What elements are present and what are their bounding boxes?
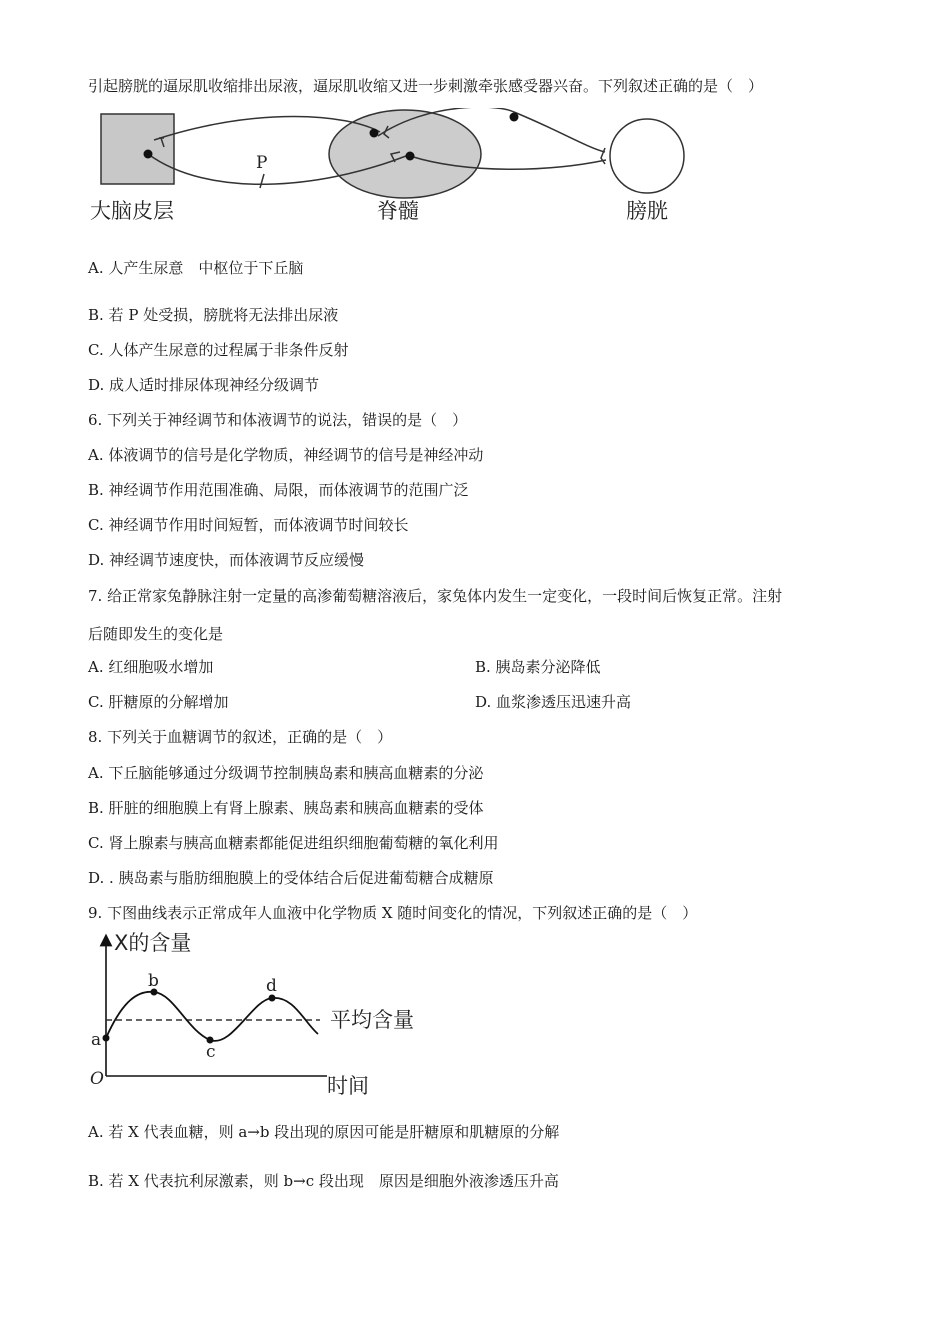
q5-option-b: B. 若 P 处受损，膀胱将无法排出尿液: [88, 306, 339, 324]
q5-stem: 引起膀胱的逼尿肌收缩排出尿液，逼尿肌收缩又进一步刺激牵张感受器兴奋。下列叙述正确的是（ ）: [88, 77, 764, 95]
p-lesion-mark: [260, 174, 264, 188]
x-content-curve: [82, 930, 432, 1102]
q5-option-a: A. 人产生尿意 中枢位于下丘脑: [88, 259, 304, 277]
q7-option-c: C. 肝糖原的分解增加: [88, 693, 229, 711]
q6-option-b: B. 神经调节作用范围准确、局限，而体液调节的范围广泛: [88, 481, 469, 499]
q8-option-b: B. 肝脏的细胞膜上有肾上腺素、胰岛素和胰高血糖素的受体: [88, 799, 484, 817]
q6-option-d: D. 神经调节速度快，而体液调节反应缓慢: [88, 551, 365, 569]
q5-option-d: D. 成人适时排尿体现神经分级调节: [88, 376, 320, 394]
q7-option-d: D. 血浆渗透压迅速升高: [475, 693, 632, 711]
q9-stem: 9. 下图曲线表示正常成年人血液中化学物质 X 随时间变化的情况，下列叙述正确的是（ ）: [88, 904, 698, 922]
q8-option-d: D. . 胰岛素与脂肪细胞膜上的受体结合后促进葡萄糖合成糖原: [88, 869, 494, 887]
q6-stem: 6. 下列关于神经调节和体液调节的说法，错误的是（ ）: [88, 411, 468, 429]
cortex-neuron-dot: [144, 150, 153, 159]
ganglion-dot: [510, 113, 519, 122]
q5-option-c: C. 人体产生尿意的过程属于非条件反射: [88, 341, 349, 359]
spinal-cord-ellipse: [329, 110, 481, 198]
label-bladder: 膀胱: [626, 199, 668, 223]
q9-option-a: A. 若 X 代表血糖，则 a→b 段出现的原因可能是肝糖原和肌糖原的分解: [88, 1123, 560, 1141]
q7-option-a: A. 红细胞吸水增加: [88, 658, 214, 676]
point-a-label: a: [91, 1030, 102, 1050]
q8-stem: 8. 下列关于血糖调节的叙述，正确的是（ ）: [88, 728, 393, 746]
cortex-box: [101, 114, 174, 184]
q6-option-c: C. 神经调节作用时间短暂，而体液调节时间较长: [88, 516, 409, 534]
q7-option-b: B. 胰岛素分泌降低: [475, 658, 601, 676]
q9-option-b: B. 若 X 代表抗利尿激素，则 b→c 段出现 原因是细胞外液渗透压升高: [88, 1172, 559, 1190]
y-axis-label: X的含量: [114, 931, 192, 955]
q8-option-c: C. 肾上腺素与胰高血糖素都能促进组织细胞葡萄糖的氧化利用: [88, 834, 499, 852]
x-axis-label: 时间: [327, 1074, 369, 1098]
point-b-label: b: [148, 971, 159, 991]
point-c-label: c: [206, 1042, 216, 1062]
x-curve: [106, 992, 318, 1041]
micturition-reflex-diagram: [88, 108, 698, 230]
spinal-neuron-dot-2: [406, 152, 415, 161]
q6-option-a: A. 体液调节的信号是化学物质，神经调节的信号是神经冲动: [88, 446, 484, 464]
label-cortex: 大脑皮层: [90, 199, 174, 223]
q7-stem-line1: 7. 给正常家兔静脉注射一定量的高渗葡萄糖溶液后，家兔体内发生一定变化，一段时间后恢复正常。注射: [88, 587, 783, 605]
bladder-circle: [610, 119, 684, 193]
label-p: P: [256, 153, 268, 173]
point-d-label: d: [266, 976, 277, 996]
q8-option-a: A. 下丘脑能够通过分级调节控制胰岛素和胰高血糖素的分泌: [88, 764, 484, 782]
average-label: 平均含量: [330, 1008, 414, 1032]
q7-stem-line2: 后随即发生的变化是: [88, 625, 224, 643]
label-spinal: 脊髓: [377, 199, 419, 223]
point-a-dot: [103, 1035, 110, 1042]
origin-label: O: [90, 1069, 104, 1089]
spinal-neuron-dot-1: [370, 129, 379, 138]
